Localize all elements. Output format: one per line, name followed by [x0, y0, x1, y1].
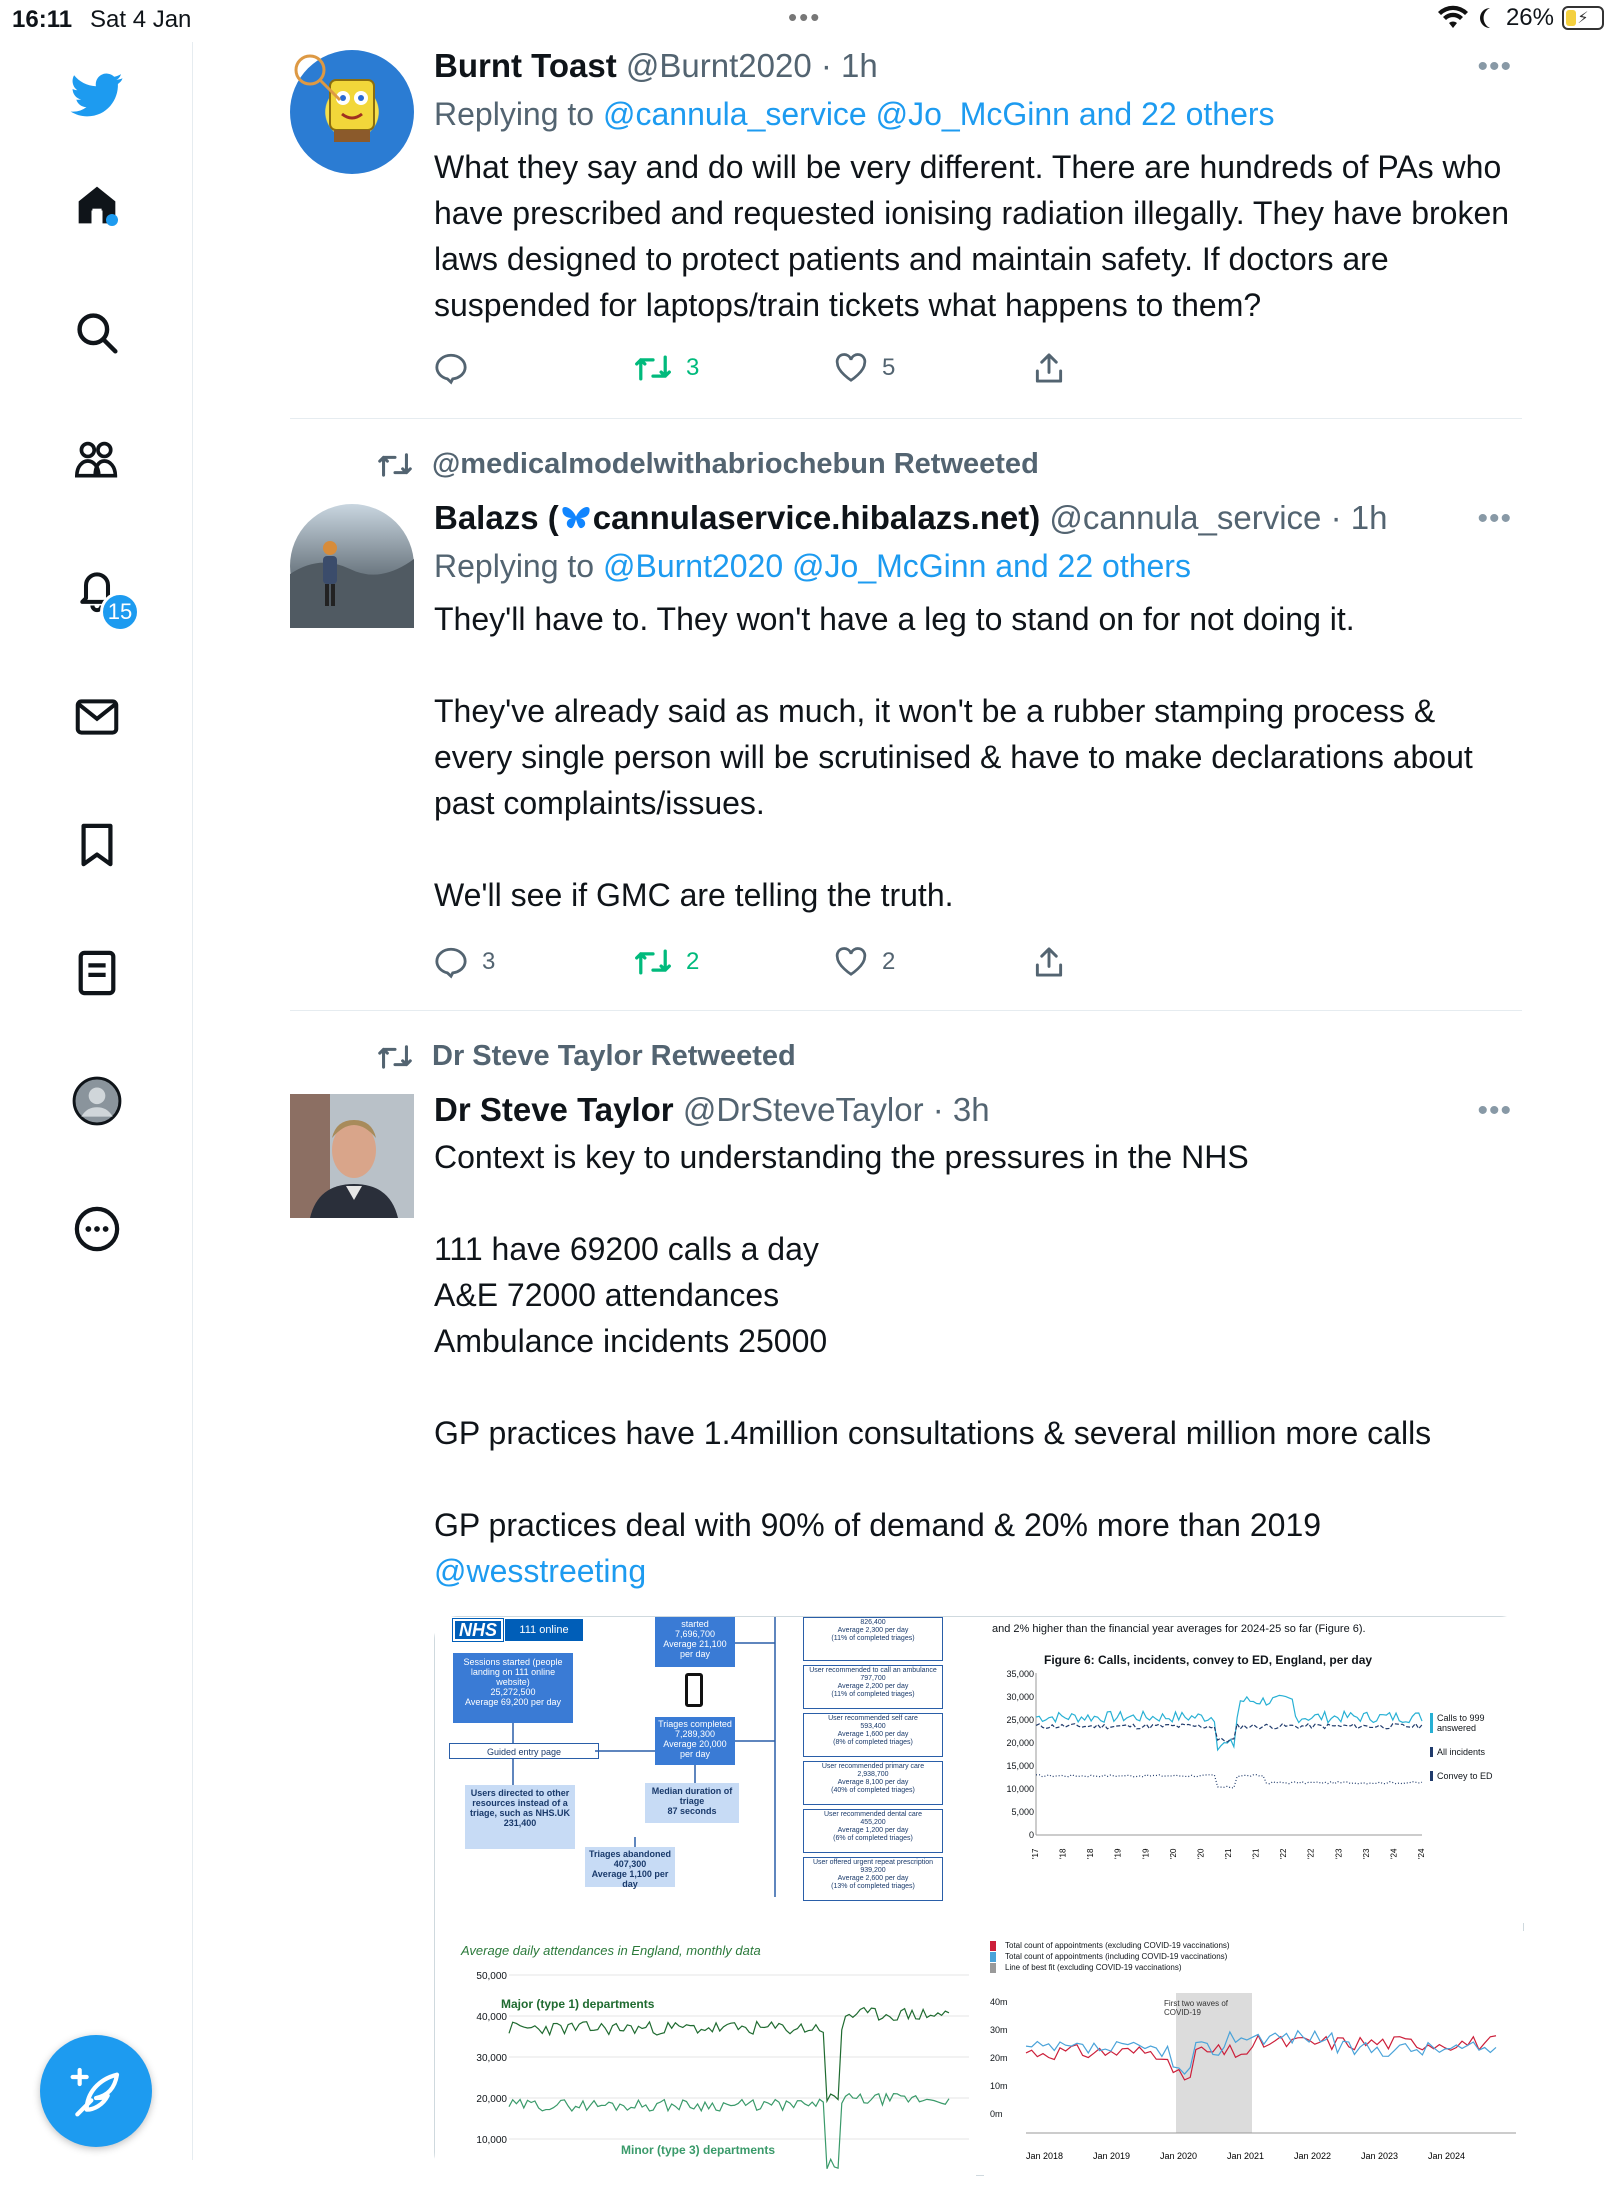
tweet-more-icon[interactable]: ••• — [1477, 502, 1512, 535]
figure6-y-tick: 10,000 — [1006, 1784, 1034, 1794]
figure6-x-tick: '19 — [1141, 1848, 1151, 1859]
mention-link[interactable]: @wesstreeting — [434, 1553, 647, 1589]
like-button[interactable] — [834, 352, 1034, 384]
heart-icon — [834, 353, 868, 383]
series-calls-999 — [1036, 1695, 1422, 1750]
flow-outcome-box: User recommended to call an ambulance 797,700 Average 2,200 per day (11% of completed triages) — [803, 1665, 943, 1709]
series-gp-excluding — [1026, 2035, 1496, 2080]
replying-label: Replying to — [434, 548, 595, 584]
figure6-x-tick: '19 — [1113, 1848, 1123, 1859]
ae-minor-label: Minor (type 3) departments — [621, 2143, 776, 2157]
like-button[interactable] — [834, 946, 1034, 978]
tweet-more-icon[interactable]: ••• — [1477, 50, 1512, 83]
ae-y-tick: 20,000 — [476, 2094, 507, 2105]
tweet-text: They'll have to. They won't have a leg to stand on for not doing it. They've already said as much, it won't be a rubber stamping process & every single person will be scrutinised & have to make declarations about past complaints/issues. We'll see if GMC are telling the truth. — [434, 601, 1473, 913]
reply-count: 3 — [482, 948, 496, 975]
figure6-x-tick: '20 — [1196, 1848, 1206, 1859]
figure6-x-tick: '23 — [1334, 1848, 1344, 1859]
tweet-time: · 3h — [932, 1091, 990, 1128]
retweet-small-icon — [376, 451, 414, 479]
retweet-count: 3 — [686, 354, 700, 381]
nhs-logo: NHS — [453, 1619, 503, 1641]
gp-x-tick: Jan 2023 — [1361, 2151, 1399, 2161]
communities-icon[interactable] — [62, 426, 132, 496]
retweet-icon — [634, 947, 672, 977]
series-convey-ed — [1036, 1775, 1422, 1788]
ae-subtitle: Average daily attendances in England, monthly data — [461, 1943, 761, 1958]
tweet-time: · 1h — [820, 47, 878, 84]
figure6-legend-item: Convey to ED — [1430, 1771, 1520, 1781]
figure6-y-ticks — [990, 1669, 1034, 1853]
gp-y-tick: 0m — [990, 2109, 1003, 2119]
figure6-y-tick: 35,000 — [1006, 1669, 1034, 1679]
author-handle[interactable]: @DrSteveTaylor — [682, 1091, 924, 1128]
nhs-111-label: 111 online — [505, 1619, 583, 1641]
series-ae-major — [509, 2008, 949, 2101]
flow-box-median: Median duration of triage 87 seconds — [645, 1783, 739, 1823]
author-name[interactable]: Dr Steve Taylor — [434, 1091, 674, 1128]
gp-x-tick: Jan 2019 — [1093, 2151, 1131, 2161]
retweeted-by-text: Dr Steve Taylor Retweeted — [432, 1040, 796, 1072]
ae-major-label: Major (type 1) departments — [501, 1997, 655, 2011]
figure6-y-tick: 15,000 — [1006, 1761, 1034, 1771]
retweet-icon — [634, 353, 672, 383]
like-count: 2 — [882, 948, 896, 975]
moon-icon — [1476, 6, 1498, 30]
wifi-icon — [1438, 6, 1468, 30]
home-icon[interactable] — [62, 170, 132, 240]
figure6-x-tick: '17 — [1031, 1848, 1040, 1859]
compose-tweet-button[interactable] — [40, 2035, 152, 2147]
flow-box-guided: Guided entry page — [449, 1743, 599, 1759]
lists-icon[interactable] — [62, 938, 132, 1008]
gp-legend-item: Total count of appointments (excluding COVID-19 vaccinations) — [990, 1941, 1510, 1951]
gp-covid-label: First two waves of COVID-19 — [1164, 1999, 1229, 2017]
gp-y-tick: 20m — [990, 2053, 1008, 2063]
figure6-legend — [1430, 1713, 1520, 1795]
flow-outcome-box: User recommended primary care 2,938,700 Average 8,100 per day (40% of completed triages) — [803, 1761, 943, 1805]
retweeted-by-text: @medicalmodelwithabriochebun Retweeted — [432, 448, 1039, 480]
notifications-count-badge: 15 — [100, 592, 140, 632]
figure6-x-tick: '21 — [1251, 1848, 1261, 1859]
retweeted-by-line[interactable] — [376, 1040, 796, 1073]
home-new-dot — [106, 214, 118, 226]
ae-y-tick: 50,000 — [476, 1971, 507, 1982]
gp-x-tick: Jan 2022 — [1294, 2151, 1332, 2161]
tweet-more-icon[interactable]: ••• — [1477, 1094, 1512, 1127]
butterfly-icon — [559, 503, 593, 533]
reply-icon — [434, 352, 468, 384]
flow-outcome-box: User offered urgent repeat prescription 939,200 Average 2,600 per day (13% of completed triages) — [803, 1857, 943, 1901]
author-handle[interactable]: @cannula_service — [1049, 499, 1322, 536]
figure6-y-tick: 20,000 — [1006, 1738, 1034, 1748]
figure6-x-tick: '20 — [1168, 1848, 1178, 1859]
flow-connectors — [435, 1617, 976, 1923]
search-icon[interactable] — [62, 298, 132, 368]
flow-box-sessions: Sessions started (people landing on 111 online website) 25,272,500 Average 69,200 per day — [453, 1653, 573, 1723]
share-icon — [1034, 946, 1064, 978]
profile-avatar-icon[interactable] — [62, 1066, 132, 1136]
twitter-logo-icon[interactable] — [62, 60, 132, 130]
flow-box-abandoned: Triages abandoned 407,300 Average 1,100 per day — [585, 1847, 675, 1887]
gp-x-tick: Jan 2020 — [1160, 2151, 1198, 2161]
ae-y-tick: 10,000 — [476, 2135, 507, 2146]
share-button[interactable] — [1034, 946, 1234, 978]
retweeted-by-line[interactable] — [376, 448, 1039, 481]
avatar[interactable] — [290, 50, 414, 174]
gp-x-tick: Jan 2018 — [1026, 2151, 1064, 2161]
tweet[interactable] — [290, 42, 1522, 422]
figure6-y-tick: 30,000 — [1006, 1692, 1034, 1702]
divider — [290, 1010, 1522, 1011]
divider — [290, 418, 1522, 419]
figure6-x-tick: '23 — [1361, 1848, 1371, 1859]
figure6-x-tick: '24 — [1417, 1848, 1426, 1859]
avatar[interactable] — [290, 1094, 414, 1218]
share-button[interactable] — [1034, 352, 1234, 384]
gp-y-tick: 30m — [990, 2025, 1008, 2035]
bookmarks-icon[interactable] — [62, 810, 132, 880]
figure6-x-tick: '22 — [1306, 1848, 1316, 1859]
ae-y-tick: 30,000 — [476, 2053, 507, 2064]
tweet-text: What they say and do will be very different. There are hundreds of PAs who have prescribed and requested ionising radiation illegally. They have broken laws designed to protect patients and maintain safety. If doctors are suspended for laptops/train tickets what happens to them? — [434, 149, 1518, 323]
gp-x-tick: Jan 2024 — [1428, 2151, 1466, 2161]
more-options-icon[interactable] — [62, 1194, 132, 1264]
figure6-title: Figure 6: Calls, incidents, convey to ED, England, per day — [1044, 1653, 1373, 1667]
retweet-count: 2 — [686, 948, 700, 975]
figure6-x-tick: '24 — [1389, 1848, 1399, 1859]
sidebar — [0, 42, 193, 2160]
flow-box-started: started 7,696,700 Average 21,100 per day — [655, 1617, 735, 1667]
figure6-plot — [1031, 1673, 1426, 1905]
flow-box-users-directed: Users directed to other resources instead of a triage, such as NHS.UK 231,400 — [465, 1785, 575, 1849]
retweet-button[interactable] — [634, 946, 834, 978]
author-name[interactable]: Burnt Toast — [434, 47, 617, 84]
figure6-y-tick: 25,000 — [1006, 1715, 1034, 1725]
tweet[interactable] — [290, 1086, 1522, 1606]
reply-button[interactable] — [434, 352, 634, 384]
tweet-text: Context is key to understanding the pressures in the NHS 111 have 69200 calls a day A&E 72000 attendances Ambulance incidents 25000 GP practices have 1.4million consultations & several million more calls GP practices deal with 90% of demand & 20% more than 2019 — [434, 1139, 1432, 1543]
figure6-y-tick: 0 — [1028, 1830, 1034, 1840]
replying-label: Replying to — [434, 96, 595, 132]
series-ae-minor — [509, 2094, 949, 2169]
media-image-ae-attendances[interactable] — [435, 1931, 976, 2181]
figure6-caption: and 2% higher than the financial year averages for 2024-25 so far (Figure 6). — [992, 1623, 1366, 1635]
figure6-y-tick: 5,000 — [1011, 1807, 1034, 1817]
tweet-time: · 1h — [1330, 499, 1388, 536]
battery-percent: 26% — [1505, 4, 1554, 31]
figure6-legend-item: Calls to 999 answered — [1430, 1713, 1520, 1733]
retweet-small-icon — [376, 1043, 414, 1071]
figure6-x-tick: '18 — [1058, 1848, 1068, 1859]
ae-y-tick: 40,000 — [476, 2012, 507, 2023]
author-name-suffix: cannulaservice.hibalazs.net) — [592, 499, 1041, 536]
flow-outcome-box: 826,400 Average 2,300 per day (11% of completed triages) — [803, 1617, 943, 1661]
retweet-button[interactable] — [634, 352, 834, 384]
status-time: 16:11 — [12, 6, 73, 33]
multitasking-dots-icon[interactable]: ••• — [788, 2, 822, 32]
gp-legend-item: Line of best fit (excluding COVID-19 vaccinations) — [990, 1963, 1510, 1973]
series-all-incidents — [1036, 1723, 1422, 1741]
gp-plot — [1026, 1993, 1516, 2169]
messages-envelope-icon[interactable] — [62, 682, 132, 752]
replying-mentions-link[interactable]: @cannula_service @Jo_McGinn and 22 others — [602, 96, 1275, 132]
gp-y-tick: 40m — [990, 1997, 1008, 2007]
battery-icon: ⚡ — [1562, 6, 1604, 30]
replying-mentions-link[interactable]: @Burnt2020 @Jo_McGinn and 22 others — [602, 548, 1191, 584]
gp-y-ticks — [990, 1997, 1024, 2137]
figure6-legend-item: All incidents — [1430, 1747, 1520, 1757]
tweet[interactable] — [290, 494, 1522, 994]
share-icon — [1034, 352, 1064, 384]
flow-outcome-box: User recommended dental care 455,200 Average 1,200 per day (6% of completed triages) — [803, 1809, 943, 1853]
figure6-x-tick: '21 — [1224, 1848, 1233, 1859]
reply-button[interactable] — [434, 946, 634, 978]
gp-x-tick: Jan 2021 — [1227, 2151, 1265, 2161]
heart-icon — [834, 947, 868, 977]
media-image-figure6[interactable] — [984, 1617, 1525, 1923]
compose-feather-icon — [68, 2063, 124, 2119]
gp-legend — [990, 1941, 1510, 1974]
flow-outcome-box: User recommended self care 593,400 Average 1,600 per day (8% of completed triages) — [803, 1713, 943, 1757]
media-image-111-flow[interactable] — [435, 1617, 976, 1923]
like-count: 5 — [882, 354, 896, 381]
gp-legend-item: Total count of appointments (including COVID-19 vaccinations) — [990, 1952, 1510, 1962]
ae-y-ticks — [445, 1971, 507, 2176]
gp-y-tick: 10m — [990, 2081, 1008, 2091]
figure6-x-tick: '18 — [1086, 1848, 1096, 1859]
series-gp-including — [1026, 2031, 1496, 2074]
flow-box-triages-completed: Triages completed 7,289,300 Average 20,000 per day — [655, 1717, 735, 1765]
reply-icon — [434, 946, 468, 978]
avatar[interactable] — [290, 504, 414, 628]
status-date: Sat 4 Jan — [90, 6, 192, 33]
media-image-gp-appointments[interactable] — [984, 1931, 1525, 2181]
figure6-x-tick: '22 — [1279, 1848, 1289, 1859]
author-handle[interactable]: @Burnt2020 — [625, 47, 812, 84]
author-name-prefix: Balazs ( — [434, 499, 559, 536]
tweet-media-grid[interactable] — [434, 1616, 1524, 2176]
status-bar — [0, 0, 1620, 42]
author-name[interactable] — [434, 499, 1040, 536]
